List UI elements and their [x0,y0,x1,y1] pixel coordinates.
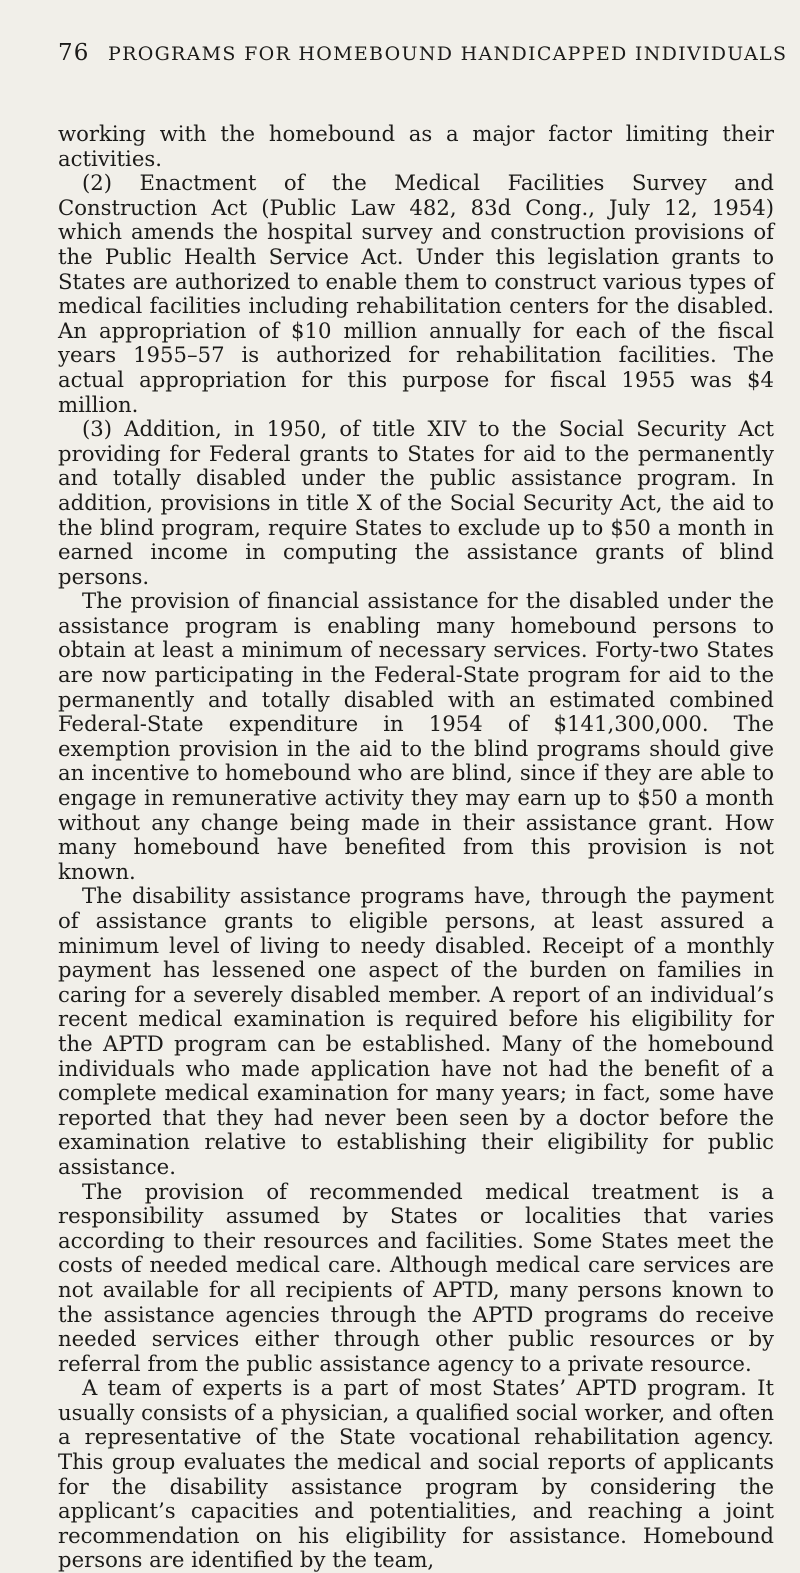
paragraph-team-of-experts: A team of experts is a part of most States’ APTD program. It usually consists of a physician, a qualified social worker, and often a representative of the State vocational rehabilitation agency. This group evaluates the medical and social reports of applicants for the disability assistance program by considering the applicant’s capacities and potentialities, and reaching a joint recommendation on his eligibility for assistance. Homebound persons are identified by the team, [58,1375,774,1573]
paragraph-financial-assistance: The provision of financial assistance for the disabled under the assistance program is enabling many homebound persons to obtain at least a minimum of necessary services. Forty-two States are now participating in the Federal-State program for aid to the permanently and totally disabled with an estimated combined Federal-State expenditure in 1954 of $141,300,000. The exemption provision in the aid to the blind programs should give an incentive to homebound who are blind, since if they are able to engage in remunerative activity they may earn up to $50 a month without any change being made in their assistance grant. How many homebound have benefited from this provision is not known. [58,588,774,884]
body-text [58,122,774,1573]
paragraph-disability-programs: The disability assistance programs have, through the payment of assistance grants to eligible persons, at least assured a minimum level of living to needy disabled. Receipt of a monthly payment has lessened one aspect of the burden on families in caring for a severely disabled member. A report of an individual’s recent medical examination is required before his eligibility for the APTD program can be established. Many of the homebound individuals who made application have not had the benefit of a complete medical examination for many years; in fact, some have reported that they had never been seen by a doctor before the examination relative to establishing their eligibility for public assistance. [58,883,774,1179]
running-head: PROGRAMS FOR HOMEBOUND HANDICAPPED INDIVIDUALS [108,43,788,65]
paragraph-medical-treatment: The provision of recommended medical treatment is a responsibility assumed by States or localities that varies according to their resources and facilities. Some States meet the costs of needed medical care. Although medical care services are not available for all recipients of APTD, many persons known to the assistance agencies through the APTD programs do receive needed services either through other public resources or by referral from the public assistance agency to a private resource. [58,1178,774,1376]
page-header [58,40,788,78]
page-number: 76 [58,40,90,66]
paragraph-item-2: (2) Enactment of the Medical Facilities Survey and Construction Act (Public Law 482, 83d Cong., July 12, 1954) which amends the hospital survey and construction provisions of the Public Health Service Act. Under this legislation grants to States are authorized to enable them to construct various types of medical facilities including rehabilitation centers for the disabled. An appropriation of $10 million annually for each of the fiscal years 1955–57 is authorized for rehabilitation facilities. The actual appropriation for this purpose for fiscal 1955 was $4 million. [58,170,774,417]
paragraph-item-3: (3) Addition, in 1950, of title XIV to the Social Security Act providing for Federal grants to States for aid to the permanently and totally disabled under the public assistance program. In addition, provisions in title X of the Social Security Act, the aid to the blind program, require States to exclude up to $50 a month in earned income in computing the assistance grants of blind persons. [58,416,774,589]
paragraph-continued: working with the homebound as a major factor limiting their activities. [58,121,774,171]
